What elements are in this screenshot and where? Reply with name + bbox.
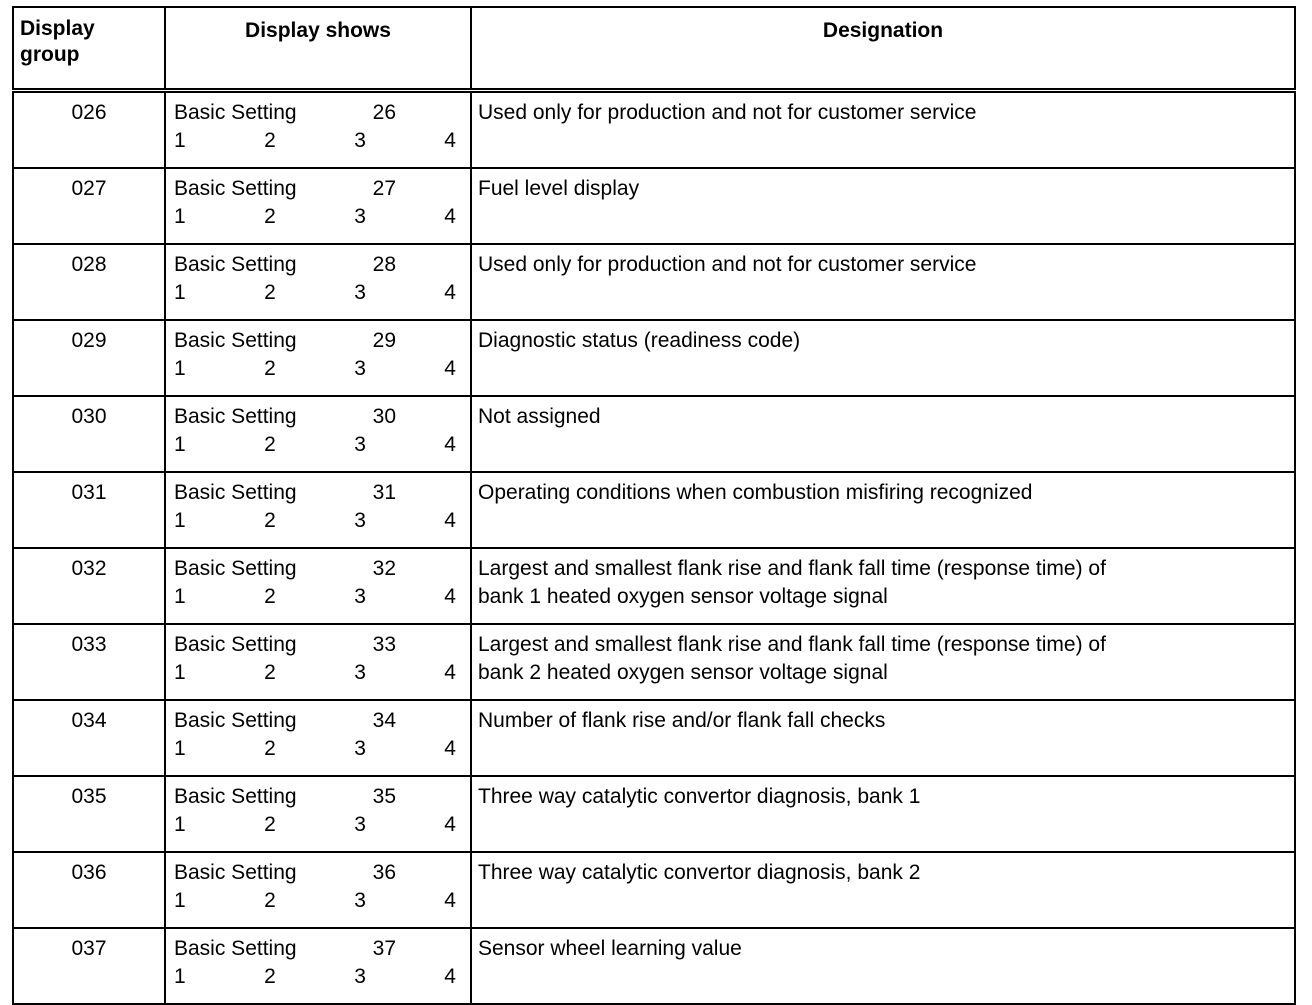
designation-cell [471,700,1295,776]
display-group-cell: 030 [13,396,165,472]
display-field-number: 1 [174,281,186,304]
display-field-number: 4 [444,889,456,912]
display-field-number: 2 [264,281,276,304]
designation-cell [471,472,1295,548]
table-row [13,320,1295,396]
display-field-number: 1 [174,965,186,988]
designation-line: Largest and smallest flank rise and flank fall time (response time) of [478,633,1106,656]
display-field-number: 2 [264,889,276,912]
designation-cell [471,244,1295,320]
display-field-number: 4 [444,129,456,152]
display-field-number: 4 [444,661,456,684]
designation-line: Diagnostic status (readiness code) [478,329,801,352]
display-group-cell: 029 [13,320,165,396]
display-field-number: 2 [264,509,276,532]
basic-setting-number: 37 [372,937,396,960]
display-shows-cell [165,624,471,700]
display-group-cell: 037 [13,928,165,1004]
header-row [13,7,1295,91]
display-shows-cell [165,776,471,852]
display-group-cell: 034 [13,700,165,776]
basic-setting-number: 35 [372,785,396,808]
display-field-number: 3 [354,661,366,684]
display-field-number: 3 [354,281,366,304]
designation-cell [471,168,1295,244]
display-shows-cell [165,168,471,244]
display-field-number: 1 [174,661,186,684]
designation-cell [471,624,1295,700]
designation-cell [471,91,1295,169]
display-field-number: 3 [354,889,366,912]
basic-setting-label: Basic Setting [174,557,297,580]
display-shows-cell [165,396,471,472]
display-field-numbers [174,127,456,155]
display-field-number: 3 [354,509,366,532]
designation-line: Used only for production and not for customer service [478,253,977,276]
basic-setting-number: 28 [372,253,396,276]
basic-setting-label: Basic Setting [174,405,297,428]
basic-setting-number: 30 [372,405,396,428]
display-field-number: 2 [264,813,276,836]
designation-line: Operating conditions when combustion misfiring recognized [478,481,1033,504]
designation-line: Number of flank rise and/or flank fall checks [478,709,886,732]
display-group-cell: 028 [13,244,165,320]
designation-line: bank 2 heated oxygen sensor voltage signal [478,661,888,684]
basic-setting-number: 33 [372,633,396,656]
basic-setting-label: Basic Setting [174,861,297,884]
display-field-number: 1 [174,129,186,152]
basic-setting-label: Basic Setting [174,785,297,808]
display-field-number: 4 [444,205,456,228]
basic-setting-number: 34 [372,709,396,732]
display-field-number: 4 [444,813,456,836]
display-group-cell: 036 [13,852,165,928]
basic-setting-number: 29 [372,329,396,352]
display-shows-cell [165,320,471,396]
display-field-number: 4 [444,585,456,608]
display-field-numbers [174,887,456,915]
designation-cell [471,396,1295,472]
designation-line: Fuel level display [478,177,640,200]
display-shows-cell [165,472,471,548]
display-shows-cell [165,852,471,928]
display-field-number: 3 [354,129,366,152]
designation-cell [471,320,1295,396]
display-group-cell: 035 [13,776,165,852]
display-field-number: 2 [264,357,276,380]
designation-cell [471,928,1295,1004]
designation-line: Three way catalytic convertor diagnosis, bank 2 [478,861,921,884]
basic-setting-number: 36 [372,861,396,884]
designation-line: bank 1 heated oxygen sensor voltage signal [478,585,888,608]
designation-cell [471,852,1295,928]
display-shows-cell [165,244,471,320]
table-row [13,548,1295,624]
basic-setting-label: Basic Setting [174,709,297,732]
designation-line: Sensor wheel learning value [478,937,742,960]
display-field-number: 3 [354,433,366,456]
header-display-group-line2: group [20,43,80,66]
display-field-number: 1 [174,433,186,456]
display-shows-title-line [174,251,464,279]
header-display-group [13,7,165,91]
display-group-cell: 026 [13,91,165,169]
designation-line: Largest and smallest flank rise and flank fall time (response time) of [478,557,1106,580]
display-field-numbers [174,811,456,839]
basic-setting-label: Basic Setting [174,101,297,124]
display-field-number: 1 [174,585,186,608]
display-field-number: 4 [444,965,456,988]
display-field-number: 3 [354,737,366,760]
display-field-number: 1 [174,889,186,912]
table-row [13,852,1295,928]
table-row [13,776,1295,852]
display-field-number: 4 [444,357,456,380]
display-field-number: 2 [264,433,276,456]
basic-setting-number: 31 [372,481,396,504]
display-field-numbers [174,659,456,687]
basic-setting-label: Basic Setting [174,937,297,960]
table-row [13,928,1295,1004]
table-row [13,396,1295,472]
designation-cell [471,776,1295,852]
display-shows-title-line [174,555,464,583]
display-field-number: 1 [174,205,186,228]
display-shows-title-line [174,327,464,355]
basic-setting-label: Basic Setting [174,481,297,504]
display-field-number: 3 [354,965,366,988]
display-field-numbers [174,963,456,991]
designation-line: Three way catalytic convertor diagnosis, bank 1 [478,785,921,808]
display-group-table [12,6,1296,1005]
display-field-number: 3 [354,585,366,608]
display-group-cell: 027 [13,168,165,244]
display-field-numbers [174,355,456,383]
header-display-group-line1: Display [20,17,95,40]
table-row [13,700,1295,776]
display-group-cell: 031 [13,472,165,548]
display-field-number: 1 [174,813,186,836]
designation-line: Used only for production and not for customer service [478,101,977,124]
display-field-number: 3 [354,205,366,228]
display-field-number: 2 [264,205,276,228]
display-shows-cell [165,928,471,1004]
table-row [13,472,1295,548]
display-field-number: 3 [354,357,366,380]
display-shows-title-line [174,859,464,887]
display-field-numbers [174,583,456,611]
display-shows-title-line [174,935,464,963]
display-field-number: 1 [174,737,186,760]
display-field-number: 3 [354,813,366,836]
display-field-number: 1 [174,509,186,532]
table-row [13,168,1295,244]
display-field-number: 4 [444,281,456,304]
display-field-number: 2 [264,661,276,684]
basic-setting-label: Basic Setting [174,177,297,200]
display-shows-cell [165,548,471,624]
display-shows-title-line [174,707,464,735]
display-shows-title-line [174,783,464,811]
display-field-number: 4 [444,433,456,456]
display-field-numbers [174,279,456,307]
basic-setting-number: 27 [372,177,396,200]
table-body [13,91,1295,1005]
basic-setting-number: 32 [372,557,396,580]
display-field-number: 2 [264,965,276,988]
display-field-numbers [174,507,456,535]
display-field-number: 2 [264,129,276,152]
display-field-numbers [174,735,456,763]
display-shows-title-line [174,403,464,431]
display-field-number: 4 [444,509,456,532]
basic-setting-label: Basic Setting [174,329,297,352]
display-shows-cell [165,91,471,169]
display-shows-title-line [174,99,464,127]
display-shows-title-line [174,631,464,659]
table-row [13,91,1295,169]
table-row [13,624,1295,700]
display-field-numbers [174,203,456,231]
table-header [13,7,1295,91]
display-group-cell: 033 [13,624,165,700]
header-display-shows: Display shows [165,7,471,91]
display-field-number: 4 [444,737,456,760]
display-field-numbers [174,431,456,459]
basic-setting-label: Basic Setting [174,633,297,656]
display-shows-title-line [174,479,464,507]
display-group-cell: 032 [13,548,165,624]
display-shows-title-line [174,175,464,203]
designation-cell [471,548,1295,624]
table-row [13,244,1295,320]
header-designation: Designation [471,7,1295,91]
display-field-number: 1 [174,357,186,380]
display-field-number: 2 [264,585,276,608]
display-shows-cell [165,700,471,776]
basic-setting-label: Basic Setting [174,253,297,276]
display-field-number: 2 [264,737,276,760]
designation-line: Not assigned [478,405,601,428]
basic-setting-number: 26 [372,101,396,124]
